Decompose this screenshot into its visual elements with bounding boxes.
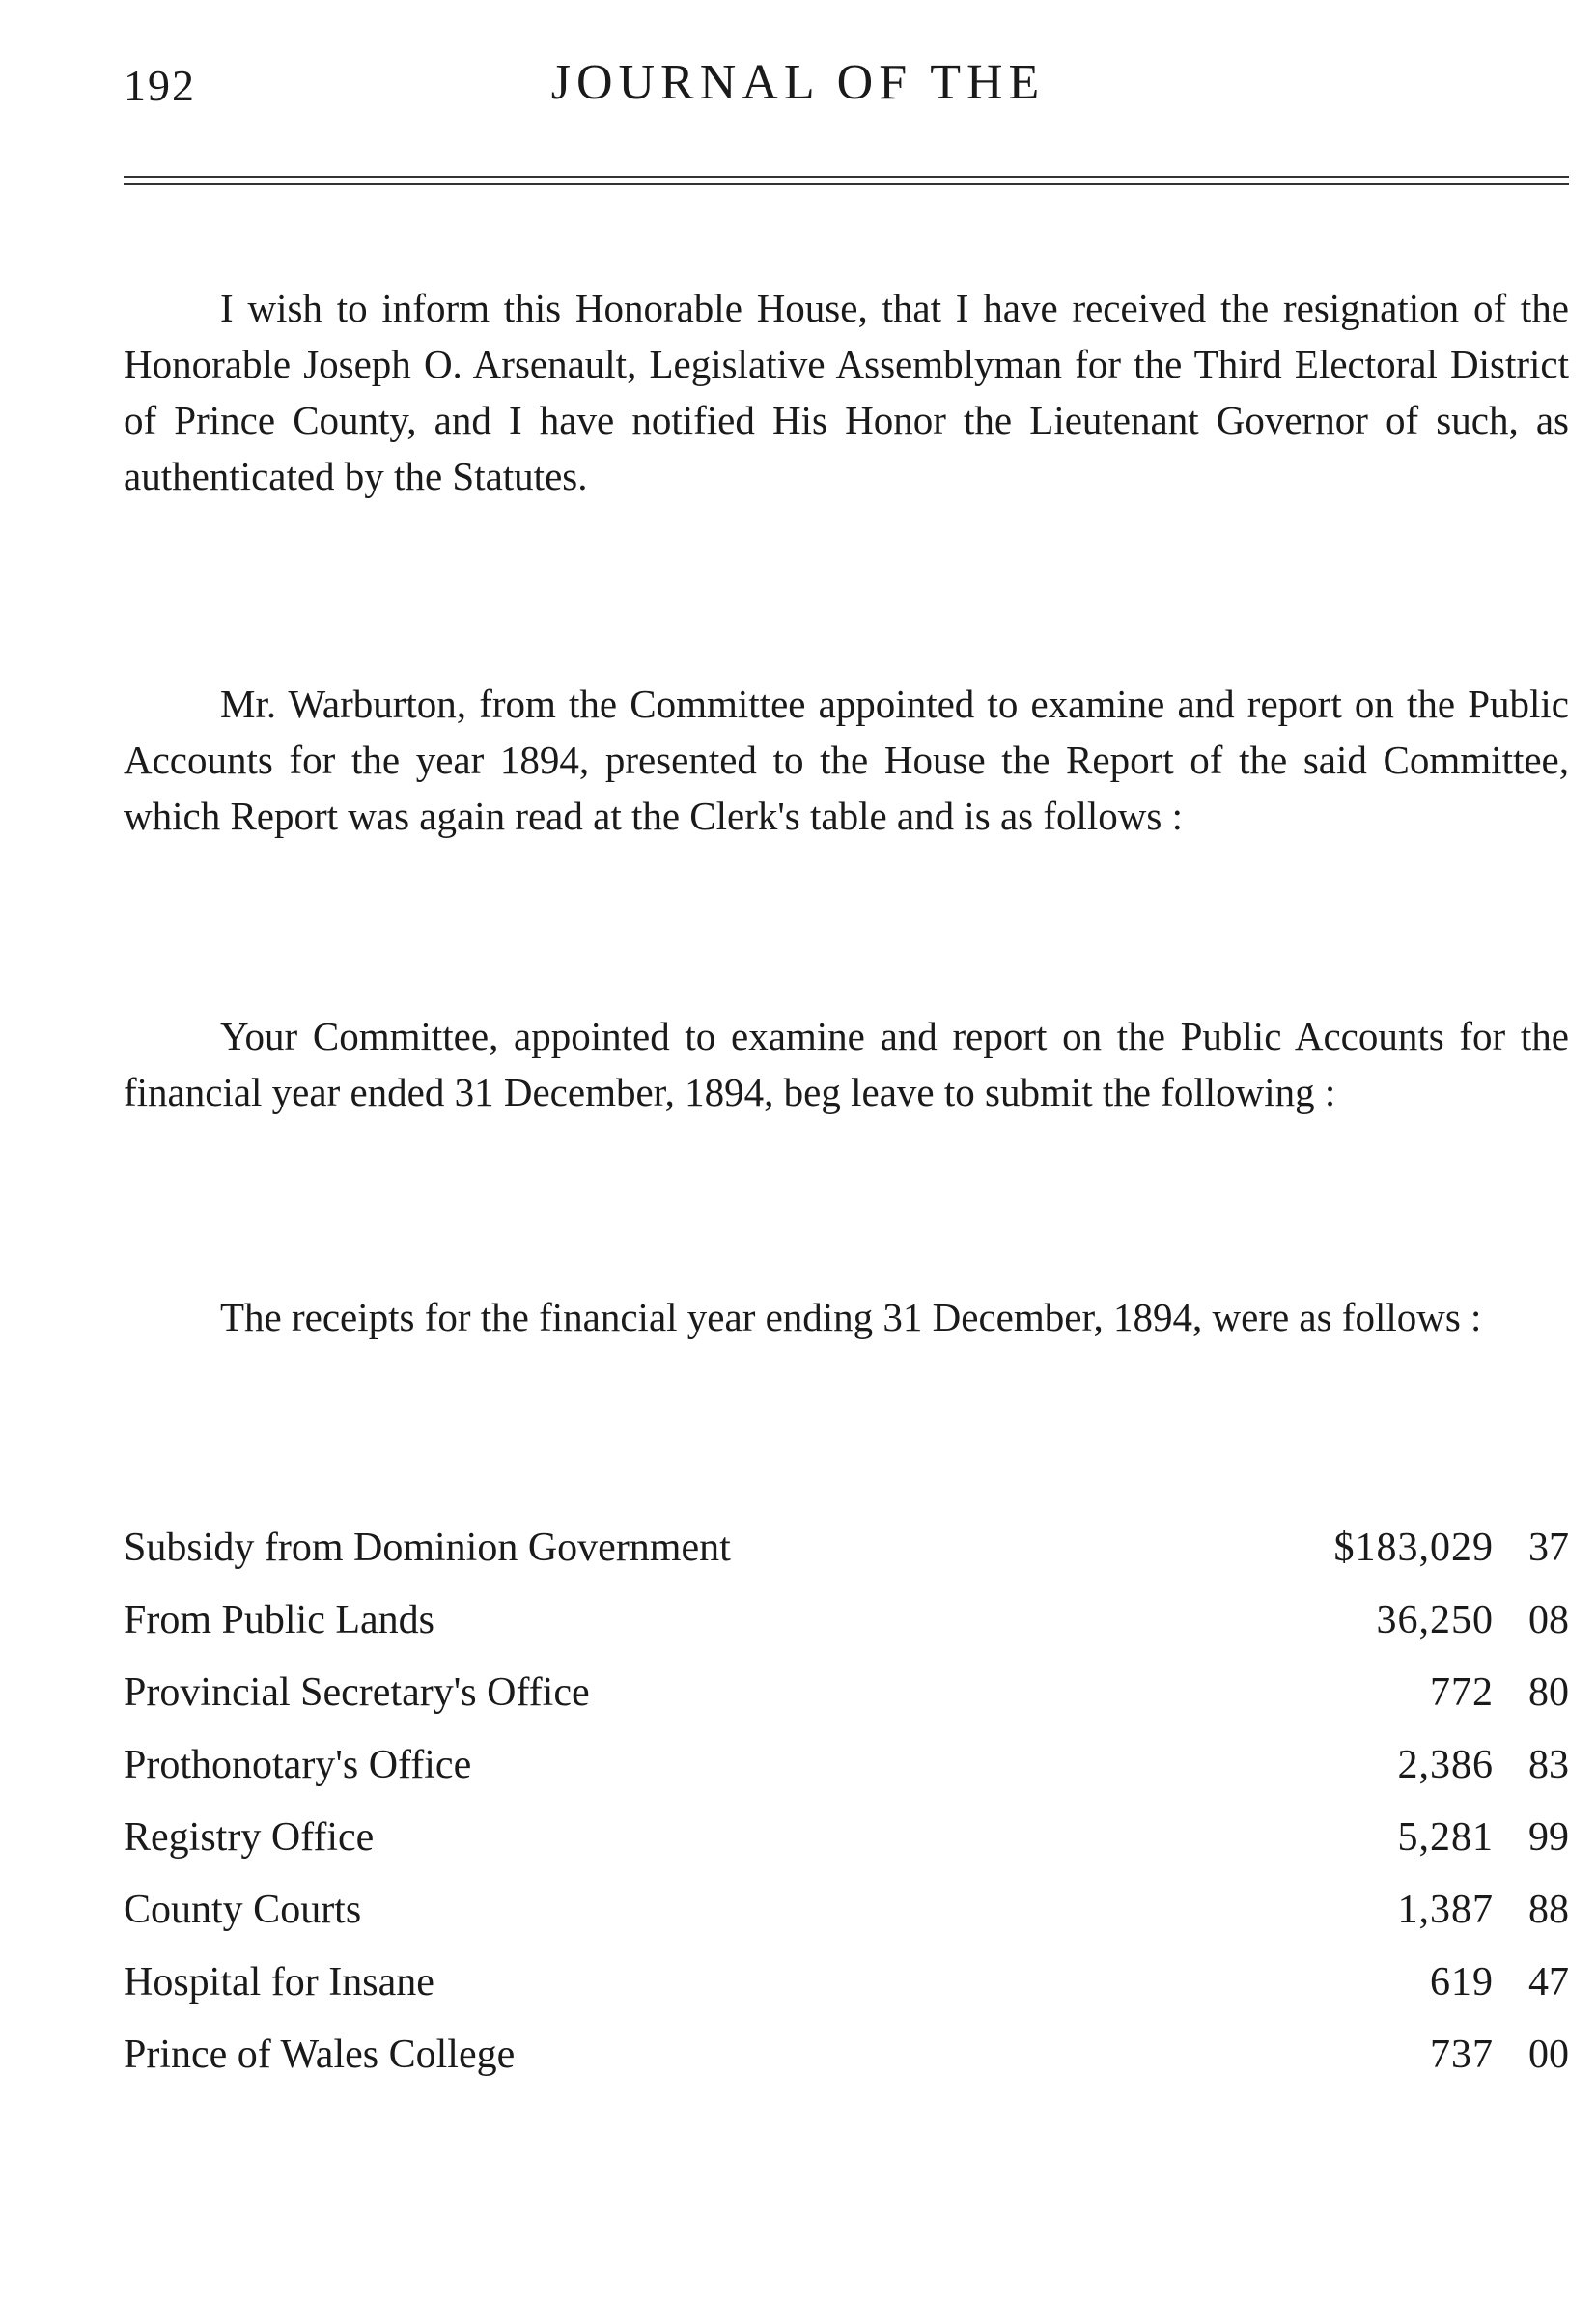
receipt-amount bbox=[1377, 1584, 1570, 1657]
header-double-rule bbox=[124, 176, 1569, 185]
receipt-dollars: 5,281 bbox=[1397, 1815, 1494, 1860]
running-head: JOURNAL OF THE bbox=[550, 55, 1046, 110]
receipt-dollars: 1,387 bbox=[1397, 1888, 1494, 1932]
receipt-amount bbox=[1430, 2019, 1569, 2091]
receipt-label: Prothonotary's Office bbox=[124, 1743, 472, 1787]
paragraph-committee-submission: Your Committee, appointed to examine and report on the Public Accounts for the financial year ended 31 December, 1894, beg leave to submit the following : bbox=[124, 1014, 1569, 1114]
receipt-row bbox=[124, 1584, 1569, 1657]
receipt-row bbox=[124, 1657, 1569, 1729]
receipt-cents: 08 bbox=[1528, 1598, 1569, 1642]
receipt-amount bbox=[1398, 1729, 1570, 1802]
receipt-dollars: 36,250 bbox=[1376, 1598, 1494, 1642]
receipt-dollars: 2,386 bbox=[1397, 1743, 1494, 1787]
paragraph-resignation-notice: I wish to inform this Honorable House, that I have received the resignation of the Honorable Joseph O. Arsenault, Legislative Assemblyman for the Third Electoral District of Prince County, and I have notified His Honor the Lieutenant Governor of such, as authenticated by the Statutes. bbox=[124, 286, 1569, 498]
receipt-dollars: 737 bbox=[1430, 2033, 1494, 2077]
receipt-amount bbox=[1430, 1657, 1569, 1729]
receipt-cents: 83 bbox=[1528, 1743, 1569, 1787]
receipt-row bbox=[124, 1802, 1569, 1874]
receipt-label: County Courts bbox=[124, 1888, 362, 1932]
receipt-row bbox=[124, 1874, 1569, 1947]
receipt-cents: 37 bbox=[1528, 1526, 1569, 1570]
receipt-label: Provincial Secretary's Office bbox=[124, 1670, 590, 1715]
receipt-amount bbox=[1398, 1874, 1570, 1947]
receipt-row bbox=[124, 1729, 1569, 1802]
receipt-label: Registry Office bbox=[124, 1815, 375, 1860]
receipt-label: From Public Lands bbox=[124, 1598, 434, 1642]
receipt-dollars: $183,029 bbox=[1333, 1526, 1494, 1570]
receipt-amount bbox=[1398, 1802, 1570, 1874]
receipt-dollars: 619 bbox=[1430, 1960, 1494, 2005]
receipt-row bbox=[124, 1512, 1569, 1584]
paragraph-receipts-intro: The receipts for the financial year ending 31 December, 1894, were as follows : bbox=[220, 1295, 1482, 1339]
receipt-cents: 88 bbox=[1528, 1888, 1569, 1932]
receipt-cents: 80 bbox=[1528, 1670, 1569, 1715]
receipt-cents: 99 bbox=[1528, 1815, 1569, 1860]
page-number: 192 bbox=[124, 61, 196, 110]
receipt-label: Hospital for Insane bbox=[124, 1960, 434, 2005]
receipt-dollars: 772 bbox=[1430, 1670, 1494, 1715]
receipt-row bbox=[124, 1947, 1569, 2019]
paragraph-committee-report-intro: Mr. Warburton, from the Committee appointed to examine and report on the Public Accounts for the year 1894, presented to the House the Report of the said Committee, which Report was again read at the Clerk's table and is as follows : bbox=[124, 682, 1569, 838]
receipt-label: Prince of Wales College bbox=[124, 2033, 516, 2077]
receipt-cents: 00 bbox=[1528, 2033, 1569, 2077]
receipt-cents: 47 bbox=[1528, 1960, 1569, 2005]
receipt-row bbox=[124, 2019, 1569, 2091]
receipt-amount bbox=[1430, 1947, 1569, 2019]
receipt-amount bbox=[1334, 1512, 1570, 1584]
receipt-label: Subsidy from Dominion Government bbox=[124, 1526, 731, 1570]
receipts-table bbox=[124, 1512, 1569, 2091]
